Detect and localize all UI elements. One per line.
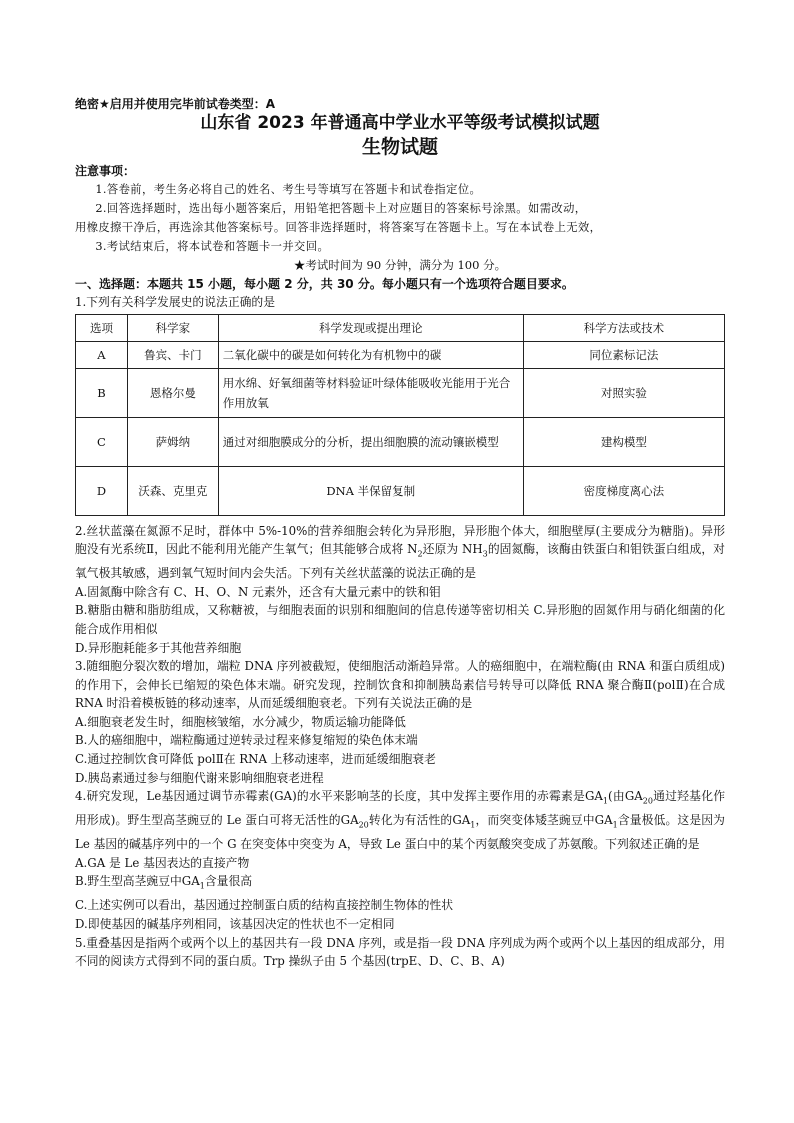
question-3-stem: 3.随细胞分裂次数的增加，端粒 DNA 序列被截短，使细胞活动渐趋异常。人的癌细胞中，在端粒酶(由 RNA 和蛋白质组成)的作用下，会伸长已缩短的染色体末端。研究发现，控制饮食和抑制胰岛素信号转导可以降低 RNA 聚合酶Ⅱ(polⅡ)在合成 RNA 时沿着模板链的移动速率，从而延缓细胞衰老。下列有关说法正确的是 — [75, 659, 725, 711]
table-row — [76, 417, 725, 466]
q4-subscript: 1 — [612, 820, 618, 830]
question-3-option-b: B.人的癌细胞中，端粒酶通过逆转录过程来修复缩短的染色体末端 — [75, 733, 418, 748]
table-header-row — [76, 314, 725, 341]
table-cell: 通过对细胞膜成分的分析，提出细胞膜的流动镶嵌模型 — [218, 417, 523, 466]
q4-subscript: 20 — [358, 820, 369, 830]
table-cell: 建构模型 — [523, 417, 724, 466]
confidential-line: 绝密★启用并使用完毕前试卷类型：A — [75, 97, 276, 111]
q4-text: (由GA — [608, 789, 643, 804]
table-cell: A — [76, 341, 128, 368]
question-2-option-d: D.异形胞耗能多于其他营养细胞 — [75, 640, 242, 655]
table-row — [76, 368, 725, 417]
table-cell: D — [76, 466, 128, 515]
table-cell: 恩格尔曼 — [127, 368, 218, 417]
question-4-option-d: D.即使基因的碱基序列相同，该基因决定的性状也不一定相同 — [75, 916, 395, 931]
question-3-option-d: D.胰岛素通过参与细胞代谢来影响细胞衰老进程 — [75, 770, 324, 785]
exam-time-line: ★考试时间为 90 分钟，满分为 100 分。 — [293, 258, 507, 272]
table-cell: B — [76, 368, 128, 417]
q2-text: 还原为 NH — [422, 542, 483, 557]
notice-item-2-cont: 用橡皮擦干净后，再选涂其他答案标号。回答非选择题时，将答案写在答题卡上。写在本试卷上无效， — [75, 221, 602, 234]
notice-item-1: 1.答卷前，考生务必将自己的姓名、考生号等填写在答题卡和试卷指定位。 — [95, 183, 482, 196]
q2-text: 的固氮酶，该酶由铁蛋白和钼铁蛋白组成，对氧气极其敏感，遇到氧气短时间内会失活。下列有关丝状蓝藻的说法正确的是 — [75, 542, 725, 581]
question-2-option-b: B.糖脂由糖和脂肪组成，又称糖被，与细胞表面的识别和细胞间的信息传递等密切相关 C.异形胞的固氮作用与硝化细菌的化能合成作用相似 — [75, 603, 725, 636]
question-1-stem: 1.下列有关科学发展史的说法正确的是 — [75, 295, 276, 309]
table-cell: DNA 半保留复制 — [218, 466, 523, 515]
question-5-stem: 5.重叠基因是指两个或两个以上的基因共有一段 DNA 序列，或是指一段 DNA 序列成为两个或两个以上基因的组成部分，用不同的阅读方式得到不同的蛋白质。Trp 操纵子由 5 个基因(trpE、D、C、B、A) — [75, 935, 725, 969]
table-header-cell: 选项 — [76, 314, 128, 341]
q2-text: 2.丝状蓝藻在氮源不足时，群体中 5%-10%的营养细胞会转化为异形胞，异形胞个体大，细胞壁厚(主要成分为糖脂)。异形胞没有光系统Ⅱ，因此不能利用光能产生氧气；但其能够合成将 N — [75, 523, 725, 557]
q4-text: 含量极低。这是因为 Le 基因的碱基序列中的一个 G 在突变体中突变为 A，导致 Le 蛋白中的某个丙氨酸突变成了苏氨酸。下列叙述正确的是 — [75, 813, 725, 852]
q4-subscript: 20 — [642, 796, 653, 806]
q4-text: B.野生型高茎豌豆中GA — [75, 874, 200, 889]
notice-item-3: 3.考试结束后，将本试卷和答题卡一并交回。 — [95, 240, 330, 253]
question-4-option-a: A.GA 是 Le 基因表达的直接产物 — [75, 855, 250, 870]
exam-page — [75, 96, 725, 971]
question-3-option-c: C.通过控制饮食可降低 polⅡ在 RNA 上移动速率，进而延缓细胞衰老 — [75, 752, 436, 767]
question-2-option-a: A.固氮酶中除含有 C、H、O、N 元素外，还含有大量元素中的铁和钼 — [75, 584, 441, 599]
q4-text: ，而突变体矮茎豌豆中GA — [475, 813, 613, 828]
table-row — [76, 466, 725, 515]
q4-subscript: 1 — [470, 820, 476, 830]
question-1-table — [75, 314, 725, 516]
question-2-stem — [75, 522, 725, 583]
table-cell: 二氧化碳中的碳是如何转化为有机物中的碳 — [218, 341, 523, 368]
question-4-option-c: C.上述实例可以看出，基因通过控制蛋白质的结构直接控制生物体的性状 — [75, 898, 454, 913]
q4-subscript: 1 — [199, 881, 205, 891]
q4-text: 4.研究发现，Le基因通过调节赤霉素(GA)的水平来影响茎的长度，其中发挥主要作用的赤霉素是GA — [75, 789, 603, 804]
table-cell: C — [76, 417, 128, 466]
table-cell: 萨姆纳 — [127, 417, 218, 466]
q4-subscript: 1 — [602, 796, 609, 806]
question-4-stem — [75, 787, 725, 854]
question-4-option-b — [75, 872, 725, 896]
exam-subtitle: 生物试题 — [361, 136, 438, 158]
q4-text: 转化为有活性的GA — [368, 813, 471, 828]
q4-text: 通过羟基化作用形成)。野生型高茎豌豆的 Le 蛋白可将无活性的GA — [75, 789, 725, 828]
notice-heading: 注意事项： — [75, 164, 136, 178]
q4-text: 含量很高 — [204, 874, 253, 889]
table-cell: 密度梯度离心法 — [523, 466, 724, 515]
table-cell: 同位素标记法 — [523, 341, 724, 368]
table-header-cell: 科学发现或提出理论 — [218, 314, 523, 341]
notice-item-2: 2.回答选择题时，选出每小题答案后，用铅笔把答题卡上对应题目的答案标号涂黑。如需改动， — [95, 202, 587, 215]
q2-subscript: 2 — [417, 549, 423, 559]
table-cell: 沃森、克里克 — [127, 466, 218, 515]
exam-title: 山东省 2023 年普通高中学业水平等级考试模拟试题 — [200, 113, 600, 133]
table-cell: 用水绵、好氧细菌等材料验证叶绿体能吸收光能用于光合作用放氧 — [218, 368, 523, 417]
table-header-cell: 科学家 — [127, 314, 218, 341]
section-heading: 一、选择题：本题共 15 小题，每小题 2 分，共 30 分。每小题只有一个选项符合题目要求。 — [75, 277, 574, 291]
table-cell: 鲁宾、卡门 — [127, 341, 218, 368]
table-cell: 对照实验 — [523, 368, 724, 417]
table-header-cell: 科学方法或技术 — [523, 314, 724, 341]
question-3-option-a: A.细胞衰老发生时，细胞核皱缩，水分减少，物质运输功能降低 — [75, 714, 406, 729]
table-row — [76, 341, 725, 368]
q2-subscript: 3 — [482, 549, 488, 559]
